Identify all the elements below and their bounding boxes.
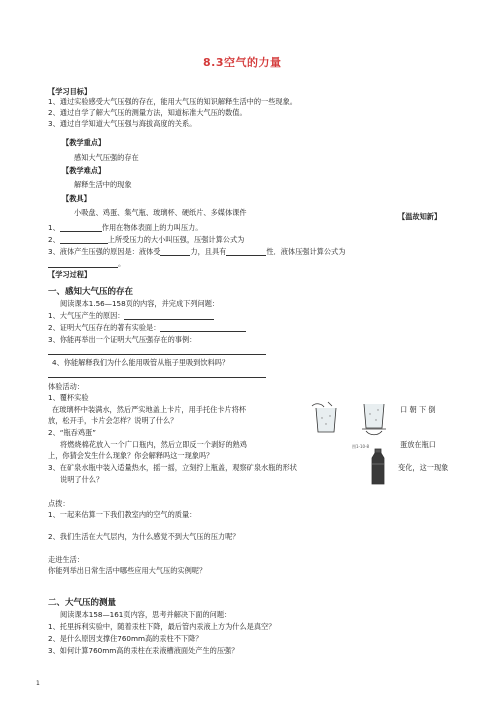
review-q2-blank[interactable] [60, 236, 108, 244]
goals-header: 【学习目标】 [48, 87, 92, 96]
exp2-text-c: 上，你猜会发生什么现象？你会解释吗这一现象吗？ [48, 451, 214, 460]
s1-q1-text: 1、大气压产生的原因： [48, 311, 125, 320]
s1-q2-text: 2、证明大气压存在的著有实验是： [48, 323, 161, 332]
exp1-text-a: 在玻璃杯中装满水，然后严实地盖上卡片，用手托住卡片将杯 [52, 405, 247, 414]
review-q1-pre: 1、 [48, 223, 60, 232]
review-q3-c: 性．液体压强计算公式为 [266, 247, 346, 256]
diff-text: 解释生活中的现象 [74, 180, 132, 189]
exp2-text-b: 蛋放在瓶口 [400, 440, 436, 449]
goal-item: 3、通过自学知道大气压强与海拔高度的关系。 [48, 119, 197, 128]
exp2-text-a: 将燃烧棉花放入一个广口瓶内，然后立即反一个剥好的熟鸡 [60, 440, 247, 449]
life-question: 你能列举出日常生活中哪些应用大气压的实例呢？ [48, 566, 207, 575]
review-q1 [48, 223, 202, 232]
s1-q2-blank[interactable] [160, 324, 246, 332]
review-q1-blank[interactable] [60, 224, 102, 232]
review-q3-blank2[interactable] [226, 248, 266, 256]
tools-text: 小吸盘、鸡蛋、集气瓶、玻璃杯、硬纸片、多媒体课件 [74, 208, 247, 217]
review-q3-blank1[interactable] [160, 248, 190, 256]
life-label: 走进生活： [48, 555, 84, 564]
key-text: 感知大气压强的存在 [74, 153, 139, 162]
exp3-text-a: 3、在矿泉水瓶中装入适量热水，摇一摇，立刻拧上瓶盖，观察矿泉水瓶的形状 [48, 463, 297, 472]
section2-title: 二、大气压的测量 [48, 598, 117, 608]
page-title: 8.3空气的力量 [203, 56, 282, 69]
key-header: 【教学重点】 [62, 138, 106, 147]
s1-q4: 4、你能解释我们为什么能用吸管从瓶子里吸到饮料吗？ [52, 358, 230, 367]
tools-header: 【教具】 [62, 194, 91, 203]
section1-title: 一、感知大气压的存在 [48, 287, 134, 297]
goal-item: 2、通过自学了解大气压的测量方法，知道标准大气压的数值。 [48, 108, 247, 117]
review-q3-end: 。 [118, 259, 126, 268]
s1-q4-answer-line[interactable] [48, 377, 266, 378]
goal-item: 1、通过实验感受大气压强的存在，能用大气压的知识解释生活中的一些现象。 [48, 97, 297, 106]
s1-q3-answer-line[interactable] [48, 354, 266, 355]
think-q1: 1、一起来估算一下我们教室内的空气的质量： [48, 510, 197, 519]
review-q2-post: 上所受压力的大小叫压强，压强计算公式为 [107, 235, 245, 244]
s1-intro: 阅读课本1.56—158页的内容，并完成下列问题： [60, 299, 220, 308]
review-q3 [48, 247, 345, 256]
think-label: 点拨： [48, 499, 70, 508]
s2-q3: 3、如何计算760mm高的汞柱在汞液槽液面处产生的压强？ [48, 646, 239, 655]
exp1-title: 1、覆杯实验 [48, 393, 89, 402]
review-q2-pre: 2、 [48, 235, 60, 244]
exp1-text-b: 口 朝 下 倒 [400, 405, 436, 414]
diff-header: 【教学难点】 [62, 166, 106, 175]
review-q1-post: 作用在物体表面上的力叫压力。 [101, 223, 203, 232]
exp3-text-c: 说明了什么？ [60, 475, 104, 484]
review-q3-blank3[interactable] [48, 260, 118, 268]
s1-q1 [48, 311, 214, 320]
exp-label: 体验活动： [48, 382, 84, 391]
think-q2: 2、我们生活在大气层内，为什么感觉不到大气压的压力呢？ [48, 532, 240, 541]
s2-intro: 阅读课本158—161页内容，思考并解决下面的问题： [60, 610, 232, 619]
review-q3-end-line [48, 259, 125, 268]
review-header: 【温故知新】 [398, 212, 442, 221]
s1-q2 [48, 323, 246, 332]
s2-q2: 2、是什么原因支撑住760mm高的汞柱不下降？ [48, 634, 203, 643]
s1-q3: 3、你能再举出一个证明大气压强存在的事例： [48, 335, 197, 344]
review-q2 [48, 235, 244, 244]
review-q3-a: 3、液体产生压强的原因是：液体受 [48, 247, 161, 256]
water-bottle-figure [366, 448, 390, 486]
exp2-title: 2、“瓶吞鸡蛋” [48, 428, 96, 437]
cup-experiment-figure [308, 398, 394, 440]
page-number: 1 [36, 680, 40, 687]
process-header: 【学习过程】 [48, 270, 92, 279]
s1-q1-blank[interactable] [124, 312, 214, 320]
review-q3-b: 力，且具有 [190, 247, 227, 256]
exp3-text-b: 变化，这一现象 [398, 463, 449, 472]
s2-q1: 1、托里拆利实验中，随着汞柱下降，最后管内汞液上方为什么是真空？ [48, 622, 276, 631]
figure-caption: 图1-10-8 [352, 444, 370, 449]
exp1-text-c: 放，松开手，卡片会怎样？说明了什么？ [48, 416, 178, 425]
